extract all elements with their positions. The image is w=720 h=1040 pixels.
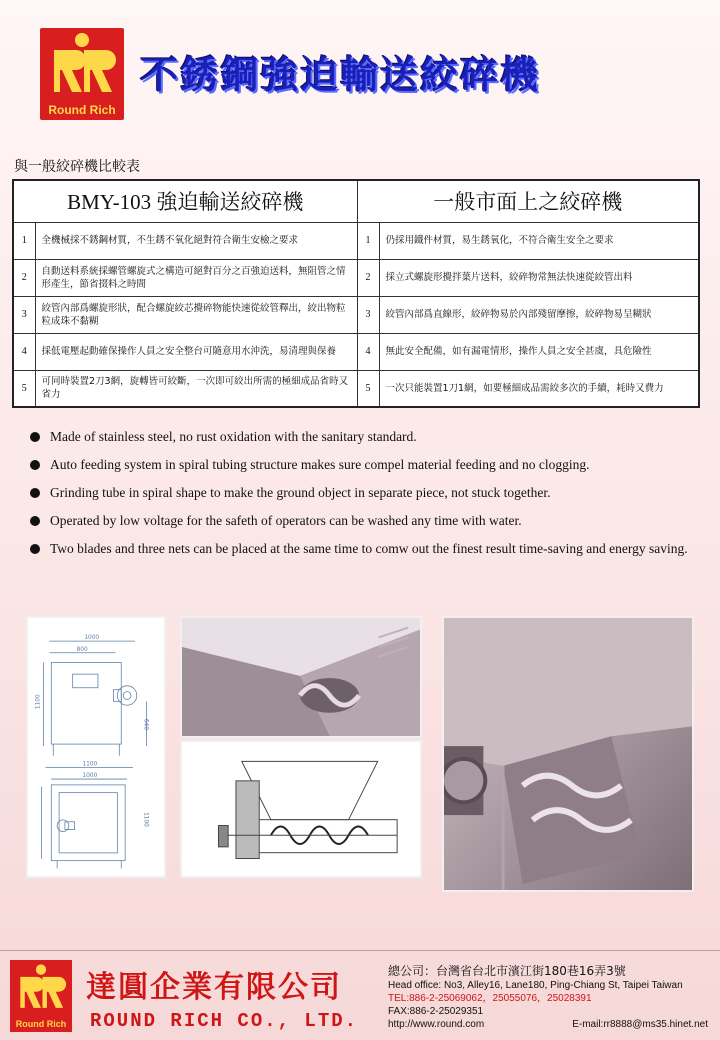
company-logo <box>40 28 124 120</box>
feature-text: Made of stainless steel, no rust oxidation with the sanitary standard. <box>50 429 417 444</box>
company-name-english: ROUND RICH CO., LTD. <box>90 1010 359 1032</box>
hopper-photo <box>180 616 422 738</box>
row-number: 2 <box>357 259 379 296</box>
company-name-chinese: 達圓企業有限公司 <box>86 970 342 1005</box>
bullet-icon <box>30 460 40 470</box>
left-cell: 自動送料系統採螺管螺旋式之構造可絕對百分之百強迫送料，無阻管之情形產生，節省掇料之時間 <box>35 259 357 296</box>
machine-blueprint-icon <box>28 618 164 876</box>
dim-height-right: 640 <box>142 718 149 730</box>
list-item <box>30 428 700 446</box>
dim-top-width: 1000 <box>84 635 100 642</box>
email-link[interactable]: E-mail:rr8888@ms35.hinet.net <box>572 1019 708 1030</box>
list-item <box>30 512 700 530</box>
feature-text: Two blades and three nets can be placed at the same time to comw out the finest result time-saving and energy saving. <box>50 541 688 556</box>
list-item <box>30 484 700 502</box>
telephone: TEL:886-2-25069062，25055076，25028391 <box>388 993 592 1004</box>
table-row <box>13 333 699 370</box>
right-cell: 一次只能裝置1刀1網，如要極細成品需絞多次的手續，耗時又費力 <box>379 370 699 407</box>
right-cell: 採立式螺旋形攪拌葉片送料，絞碎物常無法快速從絞管出料 <box>379 259 699 296</box>
table-row <box>13 296 699 333</box>
footer-logo <box>10 960 72 1032</box>
page-title: 不銹鋼強迫輸送絞碎機 <box>140 53 541 97</box>
row-number: 3 <box>357 296 379 333</box>
right-cell: 無此安全配備，如有漏電情形，操作人員之安全甚虞，具危險性 <box>379 333 699 370</box>
dim-bottom-inner: 1000 <box>82 773 98 780</box>
round-rich-logo-icon <box>40 30 124 100</box>
logo-brand-text: Round Rich <box>48 103 116 117</box>
bullet-icon <box>30 544 40 554</box>
comparison-table <box>12 179 700 408</box>
contact-block <box>388 964 718 1031</box>
comparison-label: 與一般絞碎機比較表 <box>14 159 140 175</box>
footer-logo-brand-text: Round Rich <box>15 1019 67 1029</box>
right-cell: 絞管內部爲直線形，絞碎物易於內部殘留摩擦，絞碎物易呈糊狀 <box>379 296 699 333</box>
right-header: 一般市面上之絞碎機 <box>357 180 699 222</box>
bullet-icon <box>30 488 40 498</box>
row-number: 4 <box>13 333 35 370</box>
fax: FAX:886-2-25029351 <box>388 1006 484 1017</box>
left-cell: 全機械採不銹鋼材質，不生銹不氧化絕對符合衛生安檢之要求 <box>35 222 357 259</box>
feature-text: Operated by low voltage for the safeth of operators can be washed any time with water. <box>50 513 522 528</box>
left-cell: 採低電壓起動確保操作人員之安全整台可隨意用水沖洗，易清理與保養 <box>35 333 357 370</box>
left-header: BMY-103 強迫輸送絞碎機 <box>13 180 357 222</box>
dim-top-inner: 800 <box>76 646 88 653</box>
hopper-screw-image-icon <box>182 618 420 736</box>
left-cell: 絞管內部爲螺旋形狀，配合螺旋絞芯攪碎物能快速從絞管釋出，絞出物粒粒成珠不黏糊 <box>35 296 357 333</box>
list-item <box>30 540 700 558</box>
dim-bottom-height: 1100 <box>142 812 149 827</box>
website-link[interactable]: http://www.round.com <box>388 1019 485 1030</box>
table-row <box>13 222 699 259</box>
dimension-drawing <box>26 616 166 878</box>
right-cell: 仍採用鐵件材質，易生銹氧化，不符合衛生安全之要求 <box>379 222 699 259</box>
head-office-address: Head office: No3, Alley16, Lane180, Ping-Chiang St, Taipei Taiwan <box>388 980 683 991</box>
cross-section-diagram-icon <box>182 742 420 876</box>
machine-closeup-image-icon <box>444 618 692 890</box>
feature-text: Auto feeding system in spiral tubing structure makes sure compel material feeding and no clogging. <box>50 457 590 472</box>
row-number: 2 <box>13 259 35 296</box>
footer-divider <box>0 950 720 951</box>
web-email-row <box>388 1018 708 1031</box>
row-number: 1 <box>357 222 379 259</box>
table-row <box>13 370 699 407</box>
round-rich-logo-icon <box>10 962 72 1014</box>
row-number: 5 <box>357 370 379 407</box>
feature-list <box>30 428 700 568</box>
machine-closeup-photo <box>442 616 694 892</box>
table-row <box>13 259 699 296</box>
row-number: 5 <box>13 370 35 407</box>
dim-bottom-outer: 1100 <box>82 761 98 768</box>
comparison-header-row <box>13 180 699 222</box>
address-chinese: 總公司：台灣省台北市濱江街180巷16弄3號 <box>388 964 626 978</box>
row-number: 3 <box>13 296 35 333</box>
feature-text: Grinding tube in spiral shape to make the ground object in separate piece, not stuck together. <box>50 485 551 500</box>
row-number: 4 <box>357 333 379 370</box>
cross-section-photo <box>180 740 422 878</box>
bullet-icon <box>30 516 40 526</box>
bullet-icon <box>30 432 40 442</box>
list-item <box>30 456 700 474</box>
left-cell: 可同時裝置2刀3網，旋轉皆可絞斷，一次即可絞出所需的極細成品省時又省力 <box>35 370 357 407</box>
row-number: 1 <box>13 222 35 259</box>
dim-height-left: 1100 <box>35 694 42 710</box>
